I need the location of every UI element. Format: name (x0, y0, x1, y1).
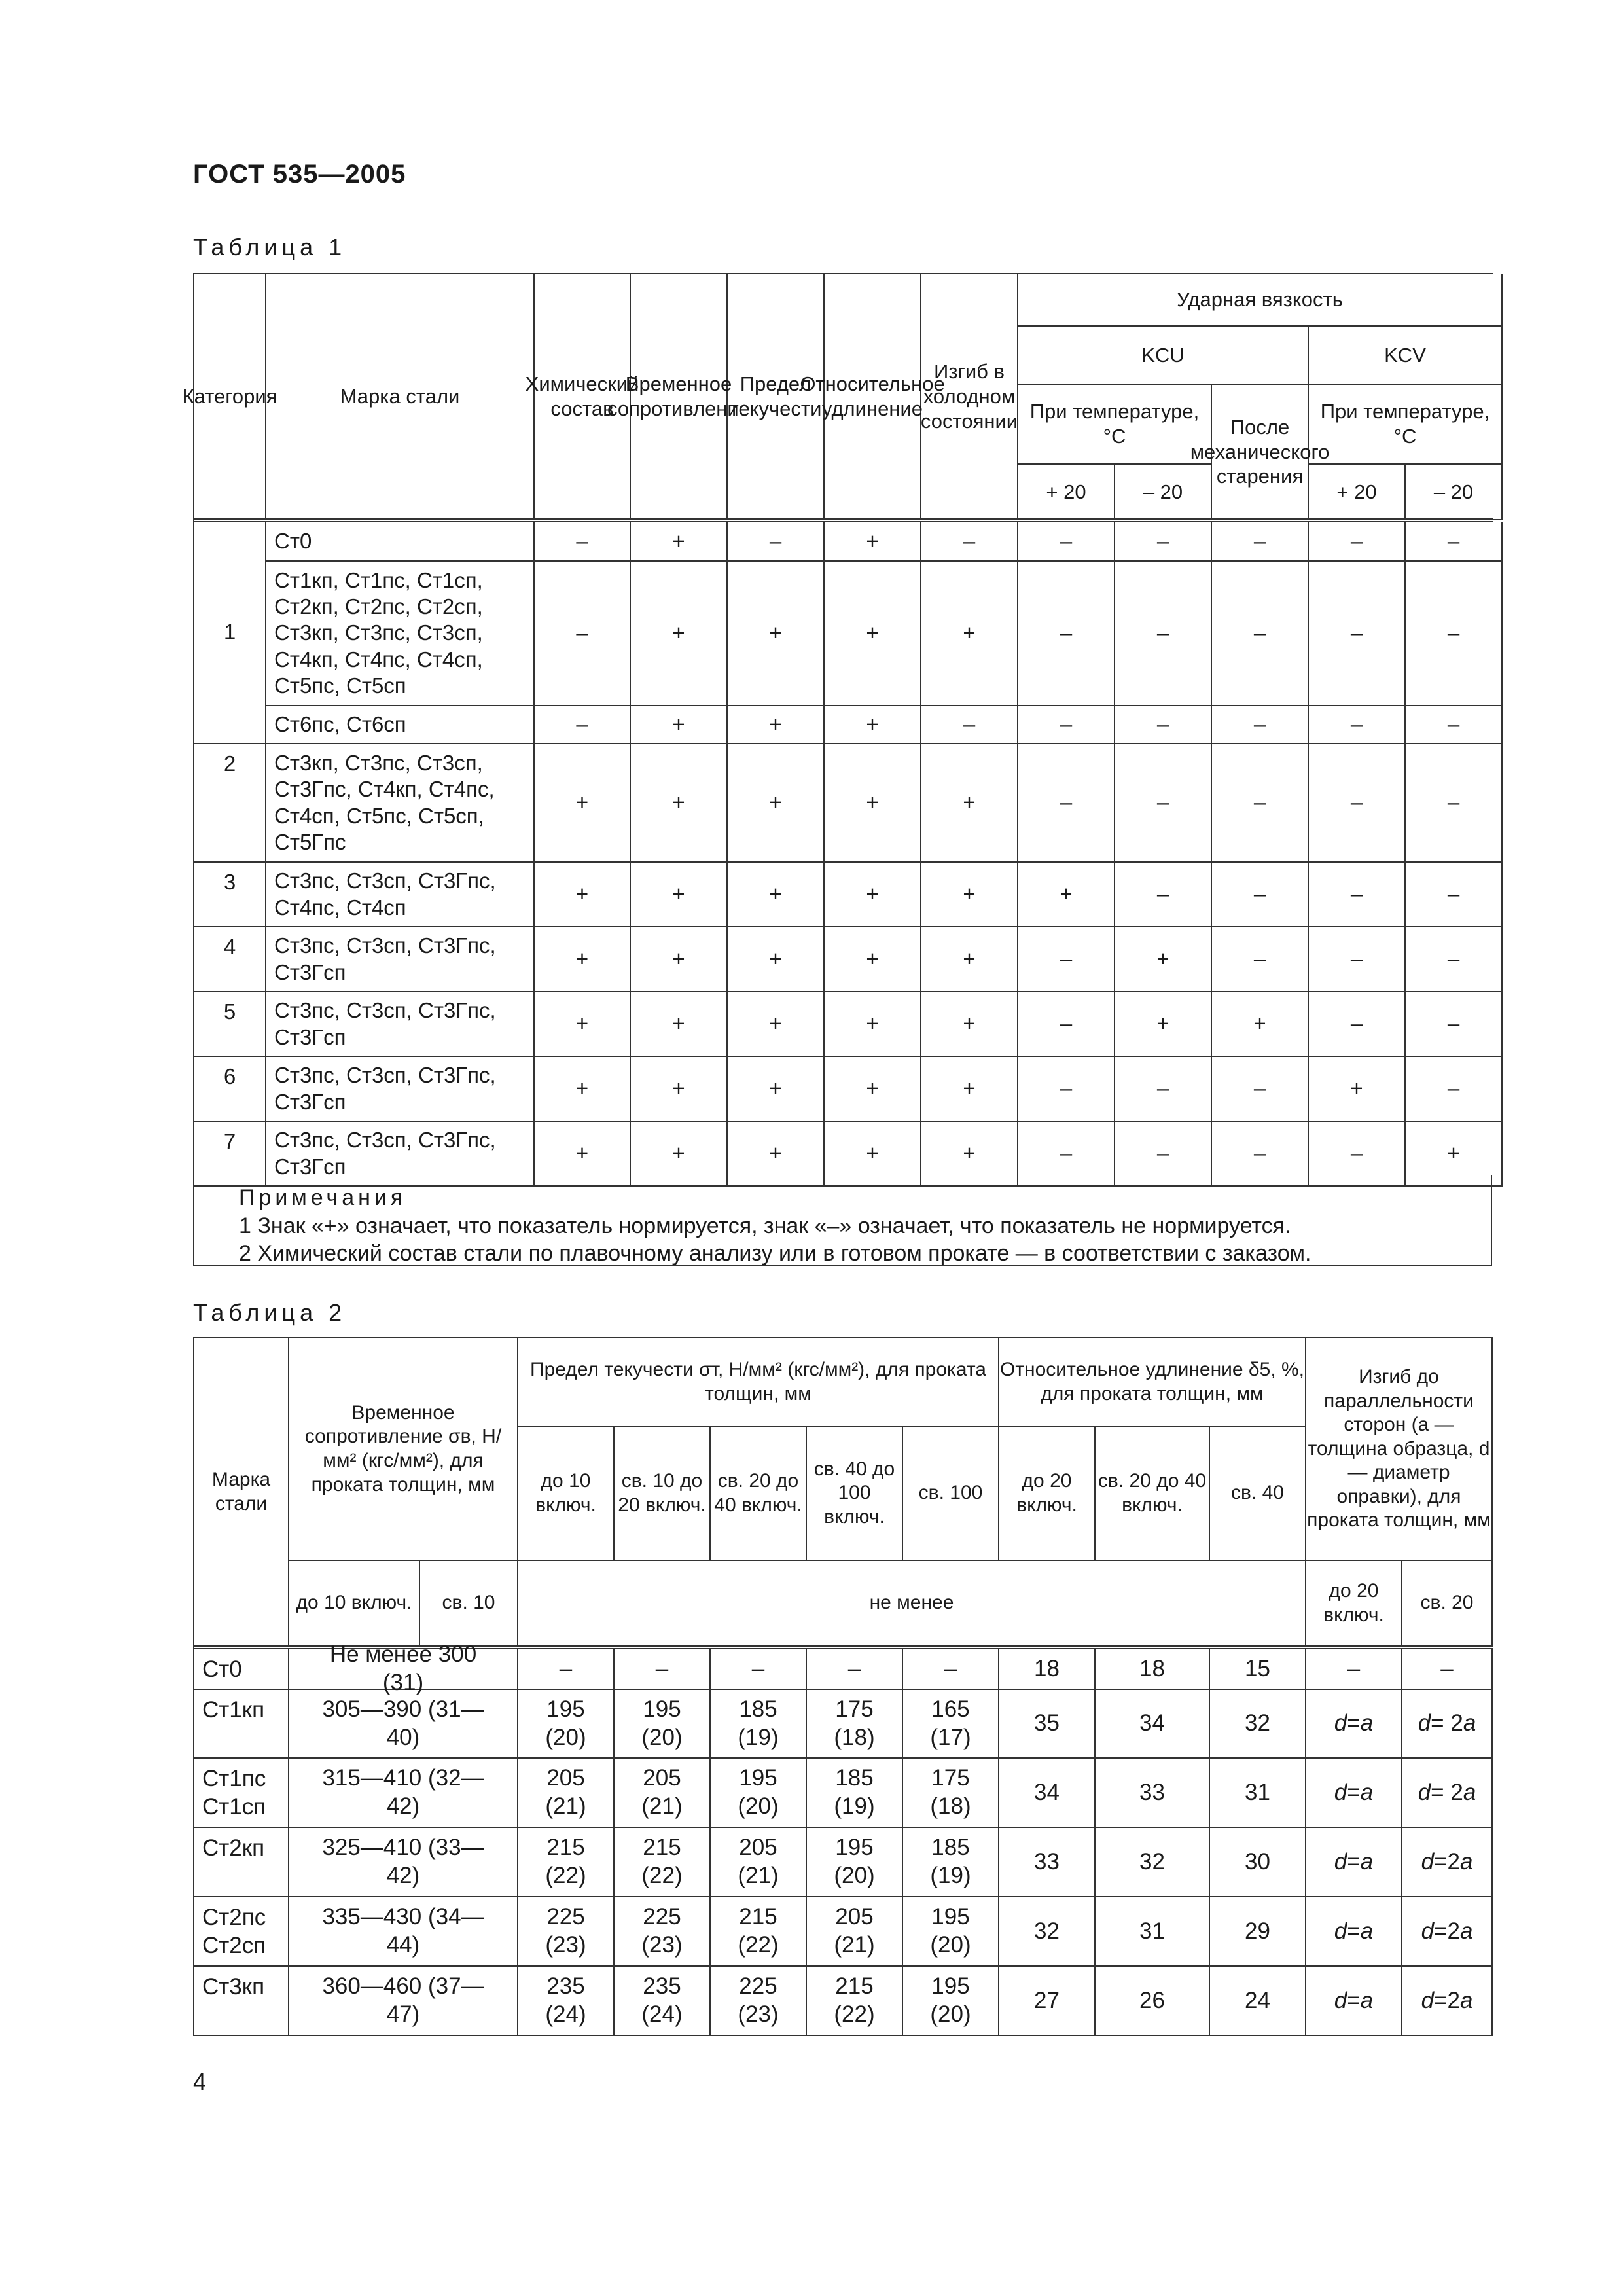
t1-value-cell: + (825, 562, 921, 706)
t2-yield-cell: 215 (22) (615, 1828, 711, 1897)
t2-bend-cell: d = 2 a (1402, 1759, 1493, 1828)
t2-header-yield-2: св. 10 до 20 включ. (615, 1427, 711, 1561)
t2-elongation-cell: 32 (1210, 1690, 1306, 1759)
t1-header-kcv-plus20: + 20 (1309, 465, 1406, 520)
t1-value-cell: – (1018, 706, 1115, 744)
t1-value-cell: – (1018, 562, 1115, 706)
t2-yield-cell: 195 (20) (711, 1759, 807, 1828)
t1-header-kcv-temp: При температуре, °С (1309, 385, 1503, 465)
t2-elongation-cell: 32 (999, 1897, 1096, 1967)
t1-header-elongation: Относительное удлинение (825, 274, 921, 520)
t1-value-cell: + (631, 927, 728, 992)
t2-header-yield-1: до 10 включ. (518, 1427, 615, 1561)
t1-value-cell: + (728, 863, 825, 927)
t1-value-cell: – (1406, 562, 1503, 706)
t2-elongation-cell: 24 (1210, 1967, 1306, 2036)
t2-yield-cell: – (903, 1649, 999, 1690)
t2-yield-cell: 195 (20) (807, 1828, 903, 1897)
t1-header-category: Категория (194, 274, 266, 520)
t2-elongation-cell: 35 (999, 1690, 1096, 1759)
t1-value-cell: + (631, 1057, 728, 1122)
t2-yield-cell: 195 (20) (615, 1690, 711, 1759)
t1-category-cell: 3 (194, 863, 266, 927)
t2-bend-cell: d = a (1306, 1759, 1402, 1828)
t2-elongation-cell: 34 (999, 1759, 1096, 1828)
t1-value-cell: + (631, 863, 728, 927)
t2-tensile-cell: 325—410 (33—42) (289, 1828, 518, 1897)
t1-value-cell: + (921, 992, 1018, 1057)
t1-value-cell: + (1406, 1122, 1503, 1187)
note-1: 1 Знак «+» означает, что показатель нормируется, знак «–» означает, что показатель не нормируется. (239, 1213, 1291, 1238)
t1-header-tensile: Временное сопротивление (631, 274, 728, 520)
t2-elongation-cell: 18 (999, 1649, 1096, 1690)
t1-value-cell: + (1115, 992, 1212, 1057)
t1-value-cell: + (631, 992, 728, 1057)
t1-value-cell: + (825, 522, 921, 562)
t1-value-cell: – (1309, 706, 1406, 744)
t1-value-cell: + (631, 744, 728, 863)
t2-yield-cell: 205 (21) (615, 1759, 711, 1828)
note-2: 2 Химический состав стали по плавочному анализу или в готовом прокате — в соответствии с заказом. (239, 1241, 1311, 1266)
t1-category-cell: 6 (194, 1057, 266, 1122)
table2 (193, 1337, 1493, 1647)
t2-yield-cell: – (807, 1649, 903, 1690)
t2-header-elongation: Относительное удлинение δ5, %, для проката толщин, мм (999, 1338, 1306, 1427)
t1-grade-cell: Ст0 (266, 522, 535, 562)
t2-bend-cell: d =2 a (1402, 1828, 1493, 1897)
t1-value-cell: – (1212, 522, 1309, 562)
t1-value-cell: – (1018, 927, 1115, 992)
t2-elongation-cell: 18 (1096, 1649, 1210, 1690)
table1-notes (193, 1175, 1492, 1266)
t2-elongation-cell: 15 (1210, 1649, 1306, 1690)
t1-value-cell: – (1212, 1122, 1309, 1187)
t1-header-kcv-minus20: – 20 (1406, 465, 1503, 520)
t1-value-cell: + (825, 992, 921, 1057)
t2-header-not-less: не менее (518, 1561, 1306, 1647)
t1-header-kcu-plus20: + 20 (1018, 465, 1115, 520)
t1-value-cell: – (1115, 1057, 1212, 1122)
t1-header-impact: Ударная вязкость (1018, 274, 1503, 327)
t2-yield-cell: – (711, 1649, 807, 1690)
t1-value-cell: – (728, 522, 825, 562)
t2-header-tensile-1: до 10 включ. (289, 1561, 420, 1647)
t2-yield-cell: 235 (24) (518, 1967, 615, 2036)
t2-yield-cell: 215 (22) (711, 1897, 807, 1967)
t1-value-cell: – (1309, 522, 1406, 562)
t1-category-cell: 1 (194, 522, 266, 744)
t1-value-cell: – (1115, 1122, 1212, 1187)
t1-value-cell: + (631, 562, 728, 706)
t2-tensile-cell: 360—460 (37—47) (289, 1967, 518, 2036)
t1-value-cell: + (631, 1122, 728, 1187)
t1-value-cell: + (921, 863, 1018, 927)
t2-grade-cell: Ст3кп (194, 1967, 289, 2036)
t1-value-cell: – (1212, 744, 1309, 863)
t1-value-cell: + (728, 992, 825, 1057)
t1-grade-cell: Ст6пс, Ст6сп (266, 706, 535, 744)
t1-value-cell: – (1115, 562, 1212, 706)
t2-header-yield-3: св. 20 до 40 включ. (711, 1427, 807, 1561)
t1-value-cell: – (1018, 1057, 1115, 1122)
t1-value-cell: + (631, 522, 728, 562)
t2-header-bend-1: до 20 включ. (1306, 1561, 1402, 1647)
t1-category-cell: 2 (194, 744, 266, 863)
t1-value-cell: – (535, 706, 631, 744)
t2-yield-cell: 185 (19) (807, 1759, 903, 1828)
t2-yield-cell: 235 (24) (615, 1967, 711, 2036)
page-number: 4 (193, 2068, 207, 2095)
t1-value-cell: – (921, 706, 1018, 744)
t1-header-kcu-minus20: – 20 (1115, 465, 1212, 520)
t2-yield-cell: – (518, 1649, 615, 1690)
t2-tensile-cell: Не менее 300 (31) (289, 1649, 518, 1690)
t1-value-cell: – (1406, 927, 1503, 992)
t1-value-cell: – (921, 522, 1018, 562)
t2-grade-cell: Ст1пс Ст1сп (194, 1759, 289, 1828)
t2-header-elong-3: св. 40 (1210, 1427, 1306, 1561)
t2-yield-cell: 195 (20) (518, 1690, 615, 1759)
t2-header-bend-2: св. 20 (1402, 1561, 1493, 1647)
t1-header-yield: Предел текучести (728, 274, 825, 520)
t2-elongation-cell: 33 (1096, 1759, 1210, 1828)
t1-header-chem: Химический состав (535, 274, 631, 520)
t2-elongation-cell: 31 (1096, 1897, 1210, 1967)
t1-header-kcu: KCU (1018, 327, 1309, 385)
t1-value-cell: – (1018, 522, 1115, 562)
t1-value-cell: + (921, 1122, 1018, 1187)
t1-value-cell: + (535, 1122, 631, 1187)
t1-value-cell: + (825, 744, 921, 863)
t2-elongation-cell: 29 (1210, 1897, 1306, 1967)
t2-header-yield-4: св. 40 до 100 включ. (807, 1427, 903, 1561)
t2-bend-cell: d = a (1306, 1967, 1402, 2036)
t1-header-bend: Изгиб в холодном состоянии (921, 274, 1018, 520)
t2-header-tensile: Временное сопротивление σв, Н/мм² (кгс/мм²), для проката толщин, мм (289, 1338, 518, 1561)
t2-yield-cell: 205 (21) (807, 1897, 903, 1967)
table2-caption: Таблица 2 (193, 1299, 347, 1326)
t1-value-cell: – (1309, 863, 1406, 927)
t2-elongation-cell: 32 (1096, 1828, 1210, 1897)
t1-value-cell: – (1406, 1057, 1503, 1122)
t1-value-cell: + (728, 927, 825, 992)
t1-value-cell: + (825, 706, 921, 744)
t1-value-cell: – (1212, 927, 1309, 992)
t2-bend-cell: d =2 a (1402, 1897, 1493, 1967)
t1-grade-cell: Ст3пс, Ст3сп, Ст3Гпс, Ст3Гсп (266, 927, 535, 992)
t1-value-cell: + (728, 1057, 825, 1122)
t2-yield-cell: 175 (18) (807, 1690, 903, 1759)
t2-header-yield: Предел текучести σт, Н/мм² (кгс/мм²), для проката толщин, мм (518, 1338, 999, 1427)
t1-value-cell: – (1115, 863, 1212, 927)
t1-value-cell: + (535, 992, 631, 1057)
t2-grade-cell: Ст1кп (194, 1690, 289, 1759)
t1-value-cell: + (825, 863, 921, 927)
t1-value-cell: – (1212, 706, 1309, 744)
t1-grade-cell: Ст3пс, Ст3сп, Ст3Гпс, Ст4пс, Ст4сп (266, 863, 535, 927)
t2-tensile-cell: 305—390 (31—40) (289, 1690, 518, 1759)
t1-value-cell: + (535, 863, 631, 927)
t1-category-cell: 4 (194, 927, 266, 992)
t1-value-cell: + (921, 562, 1018, 706)
t1-header-kcv: KCV (1309, 327, 1503, 385)
t2-header-bend: Изгиб до параллельности сторон (a — толщина образца, d — диаметр оправки), для проката толщин, мм (1306, 1338, 1493, 1561)
t1-value-cell: – (1018, 992, 1115, 1057)
t1-value-cell: + (1212, 992, 1309, 1057)
t2-grade-cell: Ст0 (194, 1649, 289, 1690)
t2-yield-cell: 205 (21) (711, 1828, 807, 1897)
t2-yield-cell: 165 (17) (903, 1690, 999, 1759)
t2-yield-cell: 225 (23) (615, 1897, 711, 1967)
t1-value-cell: + (728, 744, 825, 863)
t2-yield-cell: 185 (19) (903, 1828, 999, 1897)
t1-value-cell: + (728, 1122, 825, 1187)
t1-value-cell: – (1406, 744, 1503, 863)
t1-grade-cell: Ст3кп, Ст3пс, Ст3сп, Ст3Гпс, Ст4кп, Ст4пс, Ст4сп, Ст5пс, Ст5сп, Ст5Гпс (266, 744, 535, 863)
t1-value-cell: – (535, 562, 631, 706)
t1-value-cell: + (535, 744, 631, 863)
notes-title: Примечания (239, 1185, 407, 1210)
t2-yield-cell: – (615, 1649, 711, 1690)
t1-value-cell: + (921, 1057, 1018, 1122)
t1-value-cell: + (1115, 927, 1212, 992)
t2-yield-cell: 195 (20) (903, 1967, 999, 2036)
t1-value-cell: + (631, 706, 728, 744)
t1-grade-cell: Ст3пс, Ст3сп, Ст3Гпс, Ст3Гсп (266, 1057, 535, 1122)
t1-header-grade: Марка стали (266, 274, 535, 520)
t2-yield-cell: 185 (19) (711, 1690, 807, 1759)
t1-value-cell: – (1018, 744, 1115, 863)
t1-value-cell: + (728, 706, 825, 744)
t1-value-cell: – (1212, 863, 1309, 927)
t2-yield-cell: 225 (23) (518, 1897, 615, 1967)
t1-value-cell: – (1406, 992, 1503, 1057)
t1-value-cell: + (921, 744, 1018, 863)
t1-value-cell: + (1309, 1057, 1406, 1122)
t1-value-cell: – (1309, 562, 1406, 706)
t2-elongation-cell: 26 (1096, 1967, 1210, 2036)
t2-yield-cell: 205 (21) (518, 1759, 615, 1828)
t2-grade-cell: Ст2пс Ст2сп (194, 1897, 289, 1967)
t1-value-cell: + (728, 562, 825, 706)
table1-body (193, 518, 1493, 1187)
t1-header-kcu-temp: При температуре, °С (1018, 385, 1212, 465)
t1-grade-cell: Ст3пс, Ст3сп, Ст3Гпс, Ст3Гсп (266, 1122, 535, 1187)
t2-elongation-cell: 27 (999, 1967, 1096, 2036)
t1-value-cell: + (825, 927, 921, 992)
t2-elongation-cell: 33 (999, 1828, 1096, 1897)
t1-value-cell: + (1018, 863, 1115, 927)
t1-value-cell: – (1115, 706, 1212, 744)
t1-value-cell: – (1406, 522, 1503, 562)
t1-grade-cell: Ст3пс, Ст3сп, Ст3Гпс, Ст3Гсп (266, 992, 535, 1057)
t2-bend-cell: – (1402, 1649, 1493, 1690)
t1-header-aging: После механического старения (1212, 385, 1309, 520)
t2-header-elong-1: до 20 включ. (999, 1427, 1096, 1561)
t2-yield-cell: 215 (22) (807, 1967, 903, 2036)
t2-elongation-cell: 34 (1096, 1690, 1210, 1759)
t2-tensile-cell: 335—430 (34—44) (289, 1897, 518, 1967)
t1-value-cell: – (1212, 1057, 1309, 1122)
t1-value-cell: – (1018, 1122, 1115, 1187)
t2-header-grade: Марка стали (194, 1338, 289, 1647)
table2-body (193, 1641, 1493, 2036)
t1-category-cell: 5 (194, 992, 266, 1057)
t1-value-cell: – (1212, 562, 1309, 706)
t1-value-cell: – (1115, 744, 1212, 863)
t1-value-cell: + (921, 927, 1018, 992)
t1-value-cell: – (535, 522, 631, 562)
t2-bend-cell: d =2 a (1402, 1967, 1493, 2036)
t2-yield-cell: 175 (18) (903, 1759, 999, 1828)
t2-bend-cell: d = a (1306, 1690, 1402, 1759)
t1-value-cell: – (1309, 744, 1406, 863)
t2-yield-cell: 195 (20) (903, 1897, 999, 1967)
t2-bend-cell: d = 2 a (1402, 1690, 1493, 1759)
t1-value-cell: + (535, 1057, 631, 1122)
t1-value-cell: + (825, 1122, 921, 1187)
t1-value-cell: + (825, 1057, 921, 1122)
t2-bend-cell: – (1306, 1649, 1402, 1690)
t1-value-cell: – (1406, 706, 1503, 744)
t2-bend-cell: d = a (1306, 1897, 1402, 1967)
t2-grade-cell: Ст2кп (194, 1828, 289, 1897)
table1-caption: Таблица 1 (193, 234, 347, 260)
t2-header-yield-5: св. 100 (903, 1427, 999, 1561)
t1-category-cell: 7 (194, 1122, 266, 1187)
t2-yield-cell: 225 (23) (711, 1967, 807, 2036)
t1-value-cell: – (1309, 1122, 1406, 1187)
t2-bend-cell: d = a (1306, 1828, 1402, 1897)
t1-value-cell: – (1115, 522, 1212, 562)
t1-value-cell: + (535, 927, 631, 992)
t2-elongation-cell: 30 (1210, 1828, 1306, 1897)
t2-header-tensile-2: св. 10 (420, 1561, 518, 1647)
t2-elongation-cell: 31 (1210, 1759, 1306, 1828)
document-header: ГОСТ 535—2005 (193, 160, 406, 188)
t1-value-cell: – (1309, 992, 1406, 1057)
t2-tensile-cell: 315—410 (32—42) (289, 1759, 518, 1828)
t1-grade-cell: Ст1кп, Ст1пс, Ст1сп, Ст2кп, Ст2пс, Ст2сп, Ст3кп, Ст3пс, Ст3сп, Ст4кп, Ст4пс, Ст4сп, Ст5пс, Ст5сп (266, 562, 535, 706)
t1-value-cell: – (1309, 927, 1406, 992)
t2-yield-cell: 215 (22) (518, 1828, 615, 1897)
t1-value-cell: – (1406, 863, 1503, 927)
t2-header-elong-2: св. 20 до 40 включ. (1096, 1427, 1210, 1561)
